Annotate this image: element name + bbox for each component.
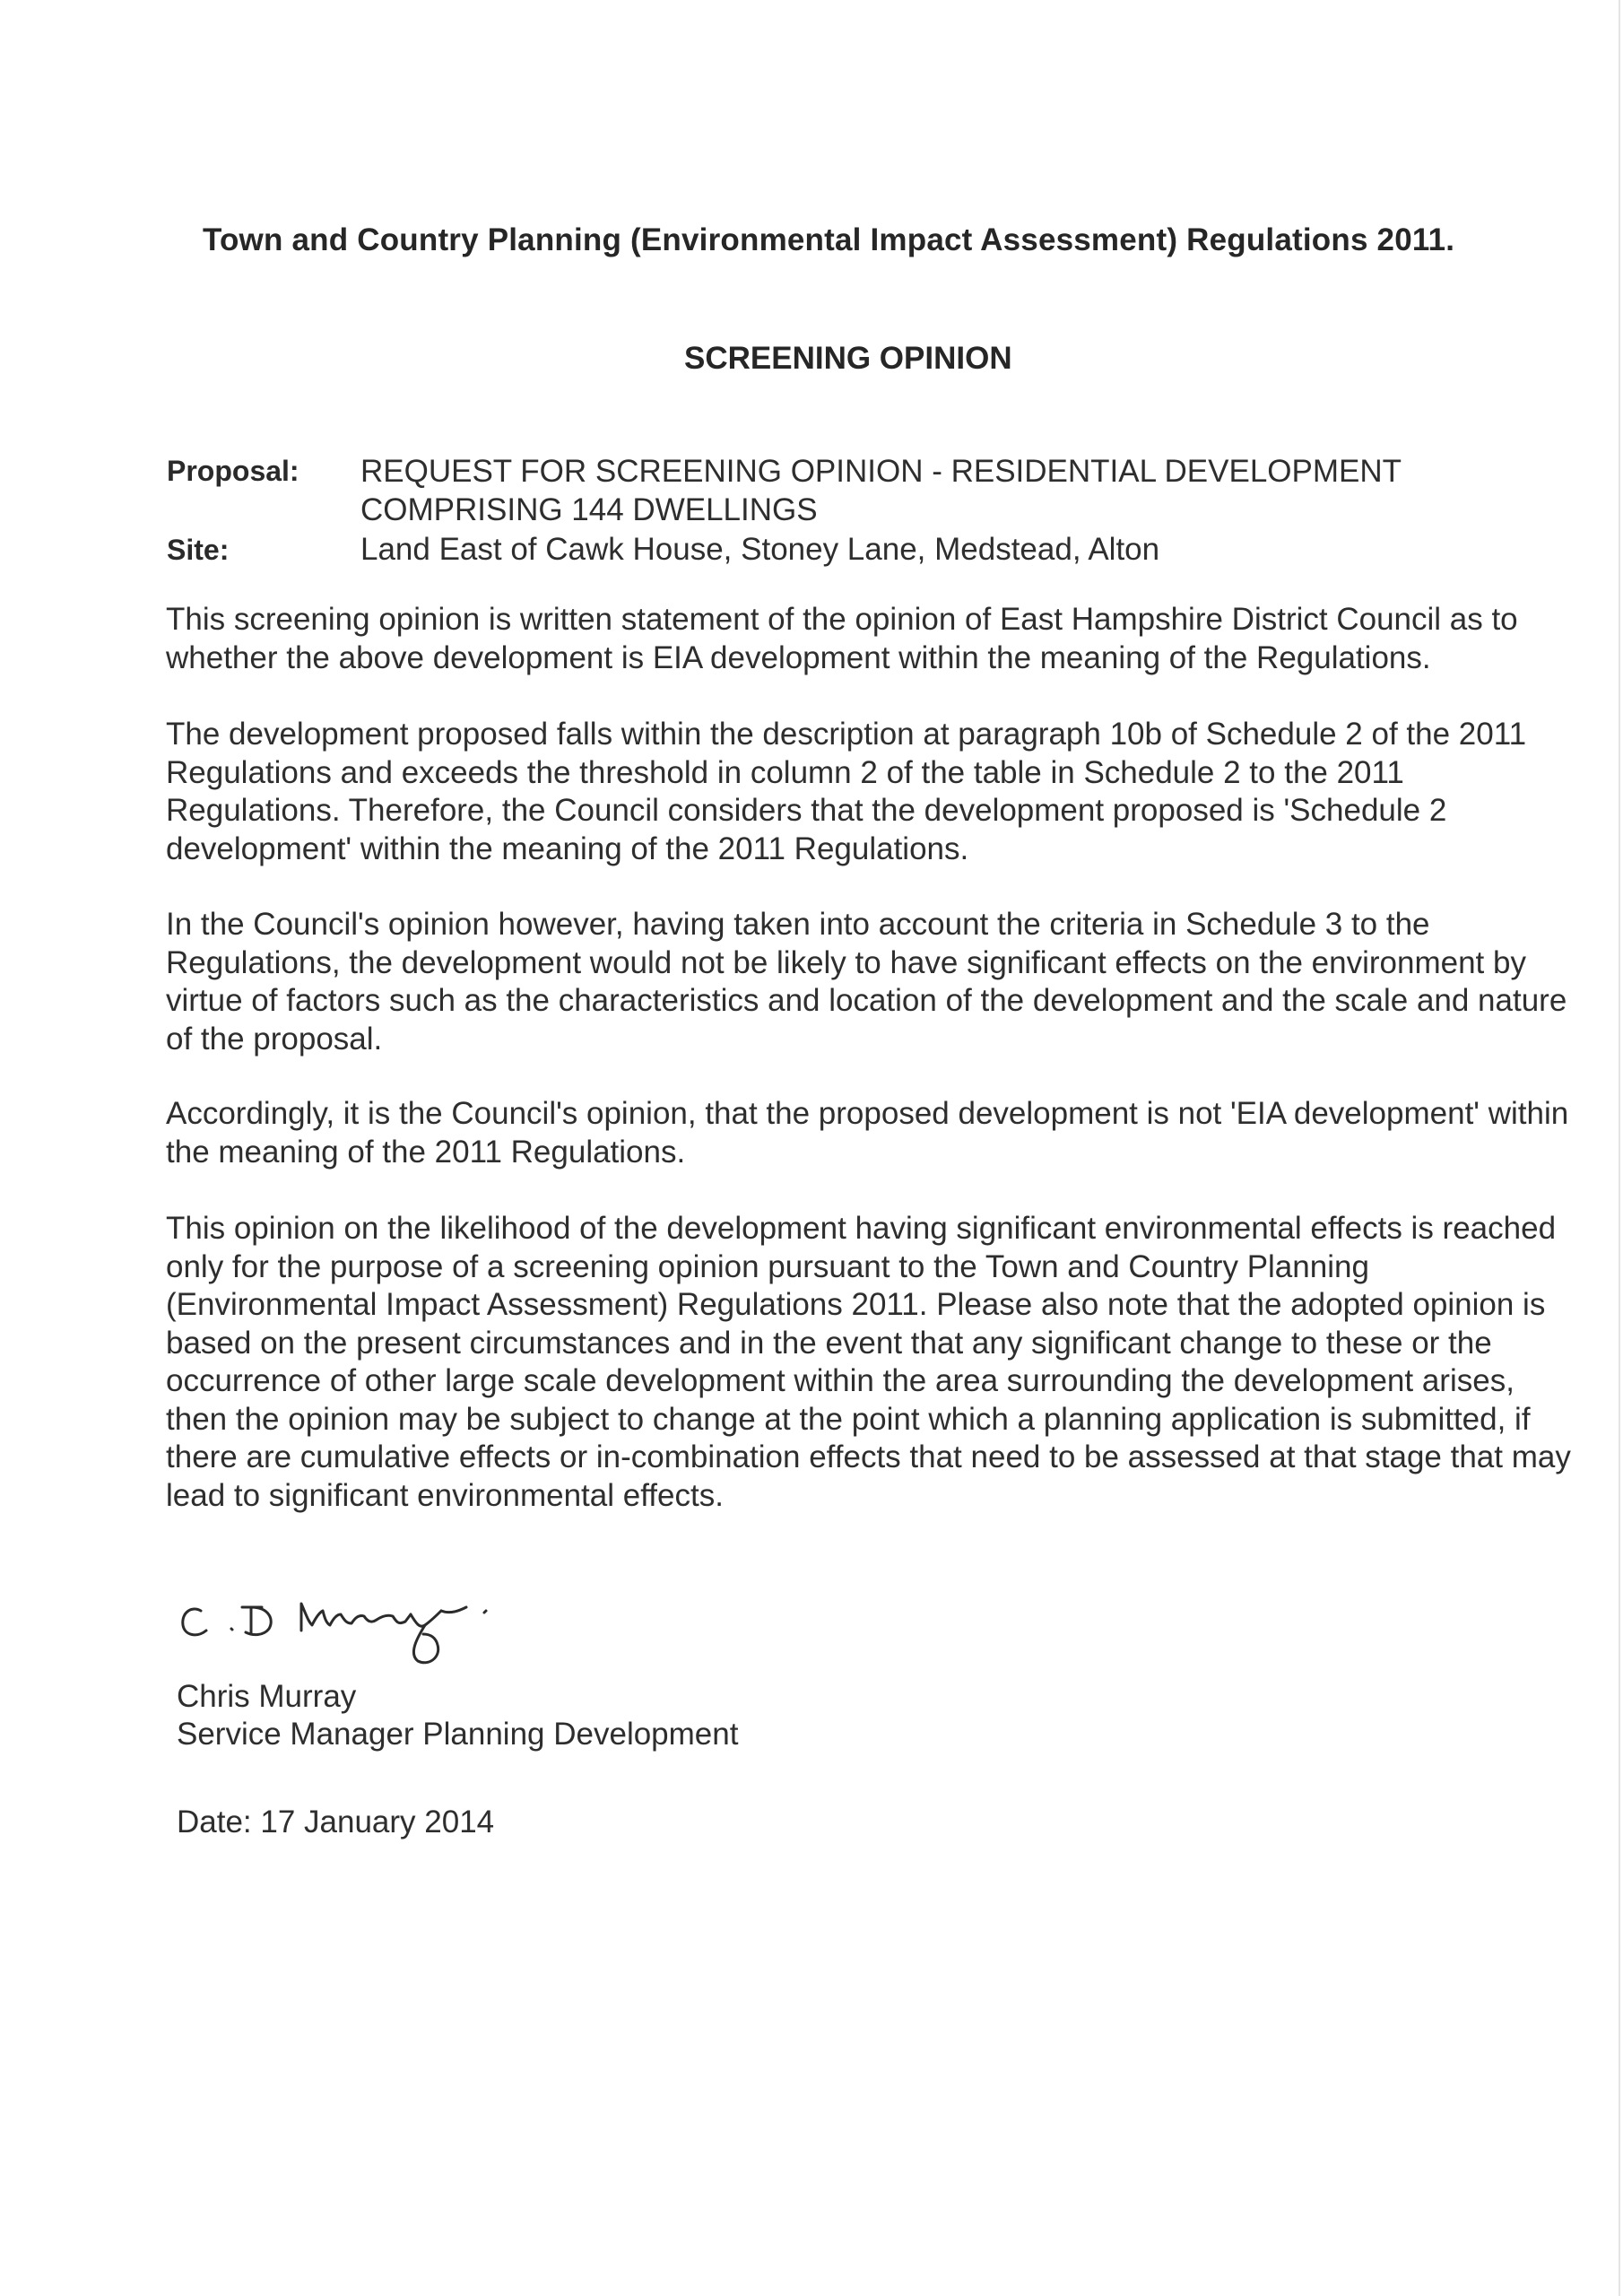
- handwritten-signature: [176, 1571, 561, 1679]
- paragraph-5: This opinion on the likelihood of the development having significant environmental effects is reached only for the purpose of a screening opinion pursuant to the Town and Country Planning (Environmental Impact Assessment) Regulations 2011. Please also note that the adopted opinion is based on the present circumstances and in the event that any significant change to these or the occurrence of other large scale development within the area surrounding the development arises, then the opinion may be subject to change at the point which a planning application is submitted, if there are cumulative effects or in-combination effects that need to be assessed at that stage that may lead to significant environmental effects.: [166, 1211, 1571, 1513]
- paragraph-2: The development proposed falls within the description at paragraph 10b of Schedule 2 of the 2011 Regulations and exceeds the threshold in column 2 of the table in Schedule 2 to the 2011 Regulations. Therefore, the Council considers that the development proposed is 'Schedule 2 development' within the meaning of the 2011 Regulations.: [166, 717, 1527, 866]
- site-value: Land East of Cawk House, Stoney Lane, Medstead, Alton: [360, 532, 1160, 567]
- scan-edge-line: [1619, 0, 1620, 2296]
- signatory-name: Chris Murray: [177, 1679, 357, 1714]
- document-heading: SCREENING OPINION: [684, 341, 1012, 376]
- document-date: Date: 17 January 2014: [177, 1805, 495, 1839]
- site-label: Site:: [167, 534, 230, 566]
- paragraph-4: Accordingly, it is the Council's opinion, that the proposed development is not 'EIA development' within the meaning of the 2011 Regulations.: [166, 1096, 1569, 1170]
- document-title: Town and Country Planning (Environmental Impact Assessment) Regulations 2011.: [203, 222, 1455, 257]
- proposal-label: Proposal:: [167, 455, 299, 487]
- paragraph-3: In the Council's opinion however, having taken into account the criteria in Schedule 3 to the Regulations, the development would not be likely to have significant effects on the environment by virtue of factors such as the characteristics and location of the development and the scale and nature of the proposal.: [166, 907, 1567, 1057]
- signatory-role: Service Manager Planning Development: [177, 1717, 739, 1752]
- proposal-value: REQUEST FOR SCREENING OPINION - RESIDENTIAL DEVELOPMENT COMPRISING 144 DWELLINGS: [360, 454, 1402, 527]
- paragraph-1: This screening opinion is written statement of the opinion of East Hampshire District Council as to whether the above development is EIA development within the meaning of the Regulations.: [166, 602, 1518, 675]
